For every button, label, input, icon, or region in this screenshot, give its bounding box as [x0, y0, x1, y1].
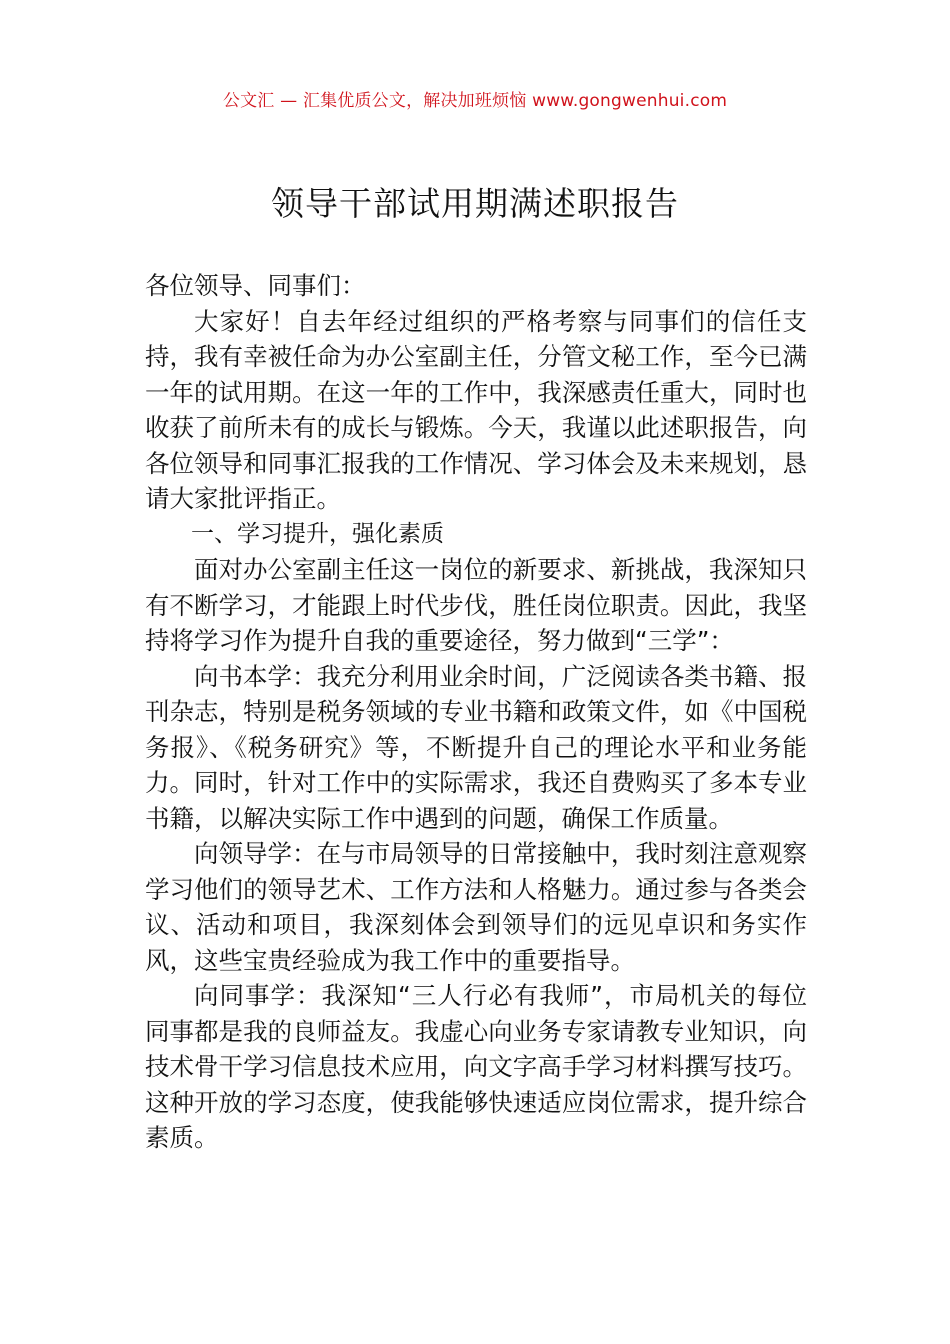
- paragraph: 向书本学：我充分利用业余时间，广泛阅读各类书籍、报刊杂志，特别是税务领域的专业书籍和政策文件，如《中国税务报》、《税务研究》等，不断提升自己的理论水平和业务能力。同时，针对工作中的实际需求，我还自费购买了多本专业书籍，以解决实际工作中遇到的问题，确保工作质量。: [145, 661, 807, 833]
- paragraph: 向领导学：在与市局领导的日常接触中，我时刻注意观察学习他们的领导艺术、工作方法和人格魅力。通过参与各类会议、活动和项目，我深刻体会到领导们的远见卓识和务实作风，这些宝贵经验成为我工作中的重要指导。: [145, 839, 807, 975]
- document-title: 领导干部试用期满述职报告: [271, 184, 679, 223]
- site-header-banner: 公文汇 — 汇集优质公文，解决加班烦恼 www.gongwenhui.com: [222, 91, 728, 111]
- paragraph-intro: 大家好！自去年经过组织的严格考察与同事们的信任支持，我有幸被任命为办公室副主任，分管文秘工作，至今已满一年的试用期。在这一年的工作中，我深感责任重大，同时也收获了前所未有的成长与锻炼。今天，我谨以此述职报告，向各位领导和同事汇报我的工作情况、学习体会及未来规划，恳请大家批评指正。: [145, 306, 807, 513]
- section-heading: 一、学习提升，强化素质: [191, 520, 444, 547]
- paragraph: 面对办公室副主任这一岗位的新要求、新挑战，我深知只有不断学习，才能跟上时代步伐，胜任岗位职责。因此，我坚持将学习作为提升自我的重要途径，努力做到“三学”：: [145, 555, 807, 655]
- salutation: 各位领导、同事们：: [145, 271, 366, 300]
- paragraph: 向同事学：我深知“三人行必有我师”，市局机关的每位同事都是我的良师益友。我虚心向业务专家请教专业知识，向技术骨干学习信息技术应用，向文字高手学习材料撰写技巧。这种开放的学习态度，使我能够快速适应岗位需求，提升综合素质。: [145, 981, 807, 1152]
- document-body: [145, 268, 807, 1156]
